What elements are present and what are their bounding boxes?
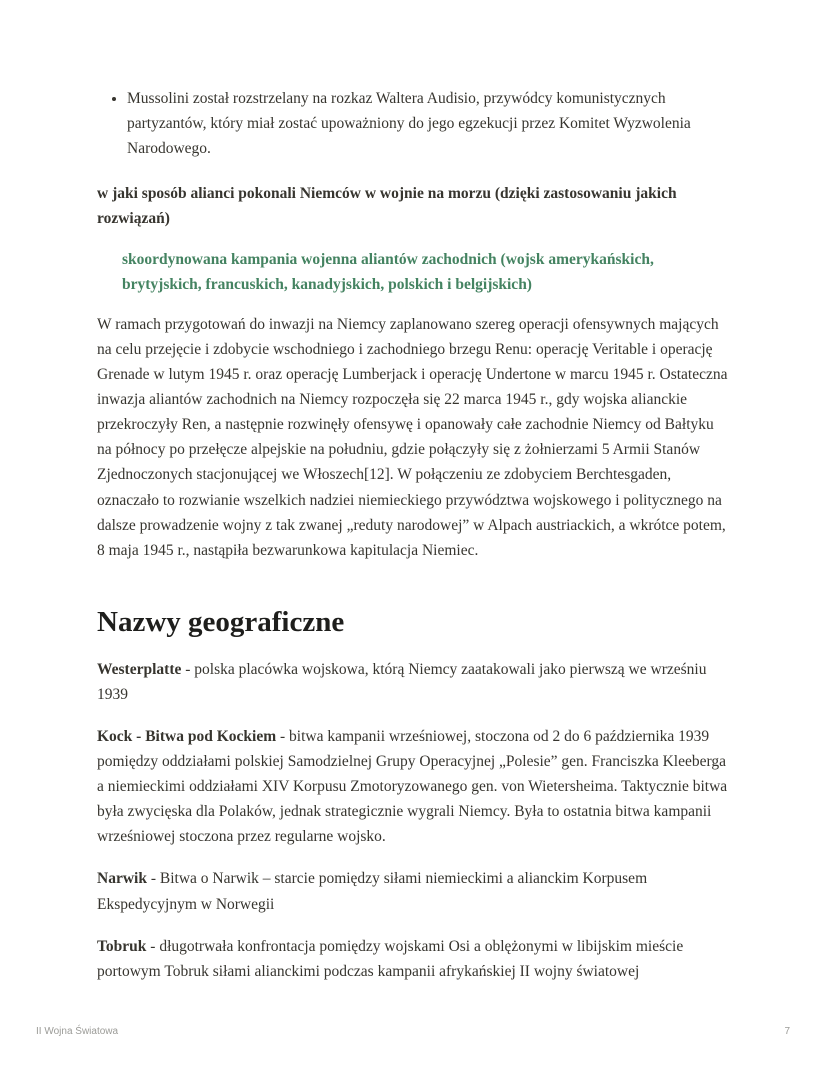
page-footer: [0, 1026, 828, 1037]
entry-text: - bitwa kampanii wrześniowej, stoczona od 2 do 6 października 1939 pomiędzy oddziałami polskiej Samodzielnej Grupy Operacyjnej „Polesie” gen. Franciszka Kleeberga a niemieckimi oddziałami XIV Korpusu Zmotoryzowanego gen. von Wietersheima. Taktycznie bitwa była zwycięska dla Polaków, jednak strategicznie wygrali Niemcy. Była to ostatnia bitwa kampanii wrześniowej stoczona przez regularne wojsko.: [97, 727, 728, 846]
entry-westerplatte: [97, 657, 731, 707]
entry-term: Kock - Bitwa pod Kockiem: [97, 727, 277, 745]
entry-term: Tobruk: [97, 937, 147, 955]
entry-term: Narwik: [97, 870, 147, 888]
bullet-list: [97, 86, 731, 161]
entry-term: Westerplatte: [97, 660, 182, 678]
footer-page-number: 7: [784, 1026, 790, 1037]
list-item: [127, 86, 731, 161]
entry-text: - polska placówka wojskowa, którą Niemcy zaatakowali jako pierwszą we wrześniu 1939: [97, 660, 707, 703]
answer-highlight-text: skoordynowana kampania wojenna aliantów zachodnich (wojsk amerykańskich, brytyjskich, francuskich, kanadyjskich, polskich i belgijskich): [122, 250, 654, 293]
footer-document-title: II Wojna Światowa: [36, 1026, 119, 1037]
question-heading: w jaki sposób alianci pokonali Niemców w wojnie na morzu (dzięki zastosowaniu jakich rozwiązań): [97, 185, 677, 228]
entry-kock: [97, 724, 731, 850]
entry-narwik: [97, 866, 731, 916]
entry-tobruk: [97, 934, 731, 984]
bullet-item-text: Mussolini został rozstrzelany na rozkaz Waltera Audisio, przywódcy komunistycznych partyzantów, który miał zostać upoważniony do jego egzekucji przez Komitet Wyzwolenia Narodowego.: [127, 90, 691, 158]
body-paragraph: W ramach przygotowań do inwazji na Niemcy zaplanowano szereg operacji ofensywnych mających na celu przejęcie i zdobycie wschodniego i zachodniego brzegu Renu: operację Veritable i operację Grenade w lutym 1945 r. oraz operację Lumberjack i operację Undertone w marcu 1945 r. Ostateczna inwazja aliantów zachodnich na Niemcy rozpoczęła się 22 marca 1945 r., gdy wojska alianckie przekroczyły Ren, a następnie rozwinęły ofensywę i opanowały całe zachodnie Niemcy od Bałtyku na północy po przełęcze alpejskie na południu, gdzie połączyły się z żołnierzami 5 Armii Stanów Zjednoczonych stacjonującej we Włoszech[12]. W połączeniu ze zdobyciem Berchtesgaden, oznaczało to rozwianie wszelkich nadziei niemieckiego przywództwa wojskowego i politycznego na dalsze prowadzenie wojny z tak zwanej „reduty narodowej” w Alpach austriackich, a wkrótce potem, 8 maja 1945 r., nastąpiła bezwarunkowa kapitulacja Niemiec.: [97, 315, 728, 559]
entry-text: - długotrwała konfrontacja pomiędzy wojskami Osi a oblężonymi w libijskim mieście portowym Tobruk siłami alianckimi podczas kampanii afrykańskiej II wojny światowej: [97, 937, 684, 980]
section-title: Nazwy geograficzne: [97, 605, 345, 638]
entry-text: - Bitwa o Narwik – starcie pomiędzy siłami niemieckimi a alianckim Korpusem Ekspedycyjnym w Norwegii: [97, 870, 648, 913]
